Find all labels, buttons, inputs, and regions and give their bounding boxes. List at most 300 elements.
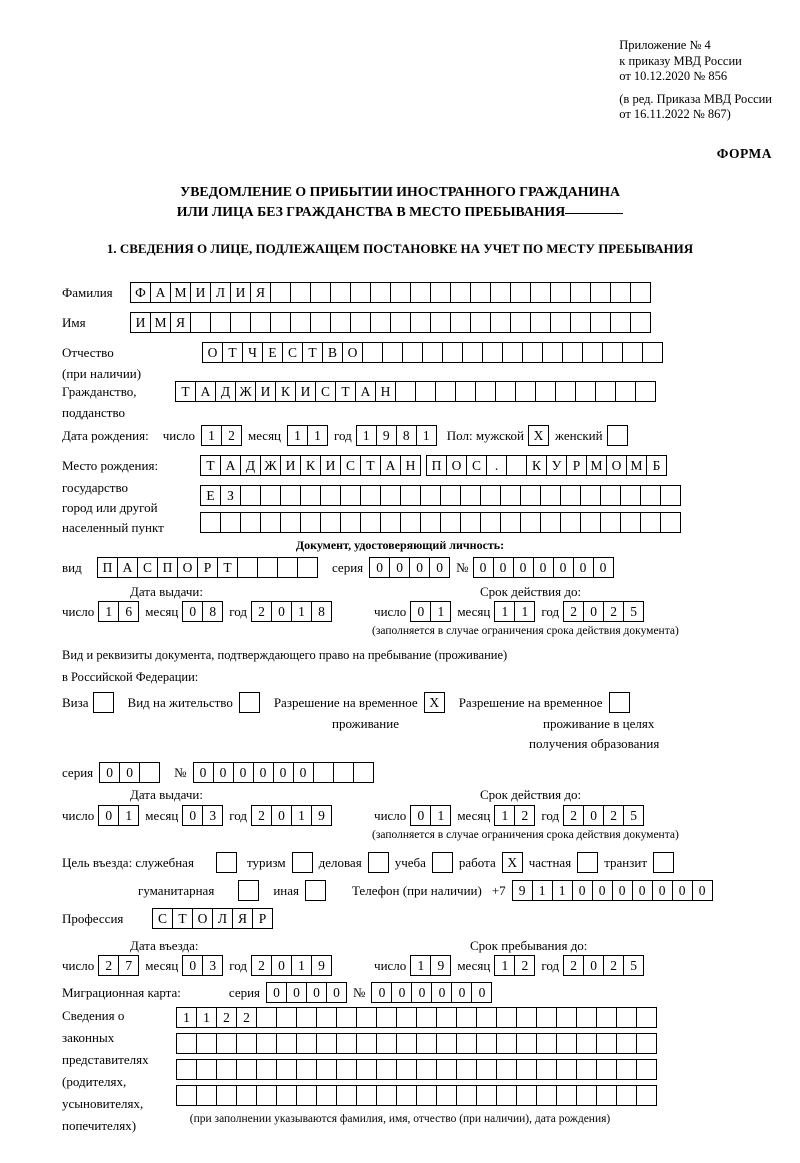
char-box[interactable] [496,1085,517,1106]
legal-rep-input-3[interactable] [176,1059,657,1080]
char-box[interactable] [660,485,681,506]
edu-residence-checkbox[interactable] [609,692,630,713]
char-box[interactable] [276,1085,297,1106]
char-box[interactable]: 0 [471,982,492,1003]
char-box[interactable] [276,1007,297,1028]
char-box[interactable]: Р [197,557,218,578]
char-box[interactable]: П [97,557,118,578]
char-box[interactable] [600,512,621,533]
char-box[interactable]: 0 [271,805,292,826]
char-box[interactable] [353,762,374,783]
char-box[interactable]: И [190,282,211,303]
char-box[interactable] [410,282,431,303]
char-box[interactable]: С [340,455,361,476]
char-box[interactable] [316,1059,337,1080]
char-box[interactable] [635,381,656,402]
doc-valid-day-input[interactable] [410,601,451,622]
char-box[interactable]: 0 [182,805,203,826]
char-box[interactable]: . [486,455,507,476]
char-box[interactable]: 1 [494,601,515,622]
char-box[interactable]: Ч [242,342,263,363]
doc-kind-input[interactable] [97,557,318,578]
char-box[interactable]: 9 [311,955,332,976]
sex-male-checkbox[interactable] [528,425,549,446]
char-box[interactable] [576,1059,597,1080]
purpose-private-checkbox[interactable] [577,852,598,873]
char-box[interactable] [316,1033,337,1054]
char-box[interactable] [300,485,321,506]
char-box[interactable] [376,1007,397,1028]
char-box[interactable] [456,1059,477,1080]
char-box[interactable] [630,312,651,333]
char-box[interactable] [236,1085,257,1106]
legal-rep-input-4[interactable] [176,1085,657,1106]
char-box[interactable] [515,381,536,402]
char-box[interactable]: 2 [236,1007,257,1028]
char-box[interactable] [276,1059,297,1080]
char-box[interactable] [460,512,481,533]
char-box[interactable] [256,1007,277,1028]
char-box[interactable]: Я [170,312,191,333]
char-box[interactable]: М [626,455,647,476]
purpose-transit-checkbox[interactable] [653,852,674,873]
char-box[interactable]: И [295,381,316,402]
mig-series-input[interactable] [266,982,347,1003]
char-box[interactable] [550,312,571,333]
char-box[interactable]: 0 [391,982,412,1003]
char-box[interactable]: Б [646,455,667,476]
char-box[interactable]: И [230,282,251,303]
char-box[interactable] [636,1059,657,1080]
char-box[interactable]: С [466,455,487,476]
char-box[interactable] [256,1033,277,1054]
char-box[interactable] [196,1033,217,1054]
char-box[interactable] [536,1059,557,1080]
char-box[interactable] [590,282,611,303]
stay-day-input[interactable] [410,955,451,976]
char-box[interactable]: 2 [251,601,272,622]
char-box[interactable] [596,1007,617,1028]
char-box[interactable] [455,381,476,402]
char-box[interactable]: З [220,485,241,506]
char-box[interactable] [482,342,503,363]
char-box[interactable]: 5 [623,955,644,976]
char-box[interactable]: Р [566,455,587,476]
char-box[interactable]: 8 [311,601,332,622]
char-box[interactable] [577,852,598,873]
char-box[interactable] [430,312,451,333]
char-box[interactable]: 1 [291,955,312,976]
permit-valid-year-input[interactable] [563,805,644,826]
char-box[interactable] [496,1033,517,1054]
doc-valid-month-input[interactable] [494,601,535,622]
char-box[interactable] [510,282,531,303]
char-box[interactable]: 0 [99,762,120,783]
char-box[interactable] [340,485,361,506]
char-box[interactable]: Т [175,381,196,402]
char-box[interactable] [660,512,681,533]
char-box[interactable]: 0 [593,557,614,578]
char-box[interactable] [296,1059,317,1080]
char-box[interactable] [500,485,521,506]
char-box[interactable] [462,342,483,363]
char-box[interactable] [416,1007,437,1028]
char-box[interactable]: М [170,282,191,303]
char-box[interactable] [560,485,581,506]
char-box[interactable]: 0 [632,880,653,901]
doc-valid-year-input[interactable] [563,601,644,622]
char-box[interactable] [600,485,621,506]
char-box[interactable] [416,1059,437,1080]
char-box[interactable] [450,312,471,333]
char-box[interactable]: 0 [98,805,119,826]
char-box[interactable] [540,485,561,506]
char-box[interactable]: 2 [603,805,624,826]
birth-city-input-3[interactable] [200,512,681,533]
birth-month-input[interactable] [287,425,328,446]
char-box[interactable]: С [282,342,303,363]
char-box[interactable] [296,1007,317,1028]
char-box[interactable]: Ж [260,455,281,476]
char-box[interactable]: 0 [410,805,431,826]
char-box[interactable] [176,1085,197,1106]
char-box[interactable]: О [606,455,627,476]
char-box[interactable] [580,485,601,506]
char-box[interactable] [636,1007,657,1028]
char-box[interactable]: 1 [291,601,312,622]
char-box[interactable] [230,312,251,333]
permit-issue-month-input[interactable] [182,805,223,826]
char-box[interactable]: М [150,312,171,333]
char-box[interactable] [596,1059,617,1080]
char-box[interactable] [516,1085,537,1106]
char-box[interactable] [257,557,278,578]
char-box[interactable] [436,1033,457,1054]
char-box[interactable]: Т [200,455,221,476]
char-box[interactable]: 8 [202,601,223,622]
legal-rep-input-1[interactable] [176,1007,657,1028]
char-box[interactable] [596,1033,617,1054]
doc-issue-day-input[interactable] [98,601,139,622]
char-box[interactable] [296,1033,317,1054]
char-box[interactable]: У [546,455,567,476]
char-box[interactable]: О [192,908,213,929]
char-box[interactable]: 2 [98,955,119,976]
char-box[interactable]: 2 [563,955,584,976]
char-box[interactable] [480,512,501,533]
char-box[interactable] [368,852,389,873]
char-box[interactable] [610,282,631,303]
char-box[interactable]: О [446,455,467,476]
char-box[interactable] [216,1033,237,1054]
purpose-study-checkbox[interactable] [432,852,453,873]
char-box[interactable]: А [117,557,138,578]
char-box[interactable] [422,342,443,363]
entry-year-input[interactable] [251,955,332,976]
char-box[interactable]: Т [217,557,238,578]
char-box[interactable]: А [150,282,171,303]
char-box[interactable]: 1 [307,425,328,446]
char-box[interactable]: П [426,455,447,476]
char-box[interactable] [456,1007,477,1028]
char-box[interactable]: 0 [271,601,292,622]
char-box[interactable] [239,692,260,713]
mig-number-input[interactable] [371,982,492,1003]
char-box[interactable]: 1 [494,955,515,976]
char-box[interactable] [642,342,663,363]
doc-issue-month-input[interactable] [182,601,223,622]
doc-issue-year-input[interactable] [251,601,332,622]
char-box[interactable] [236,1059,257,1080]
char-box[interactable] [520,512,541,533]
char-box[interactable]: 1 [118,805,139,826]
char-box[interactable] [653,852,674,873]
char-box[interactable]: Я [250,282,271,303]
permit-valid-day-input[interactable] [410,805,451,826]
char-box[interactable]: 1 [201,425,222,446]
char-box[interactable] [216,1059,237,1080]
char-box[interactable]: М [586,455,607,476]
char-box[interactable] [350,282,371,303]
char-box[interactable]: 1 [494,805,515,826]
char-box[interactable] [250,312,271,333]
char-box[interactable] [396,1033,417,1054]
char-box[interactable]: 0 [369,557,390,578]
char-box[interactable] [495,381,516,402]
char-box[interactable] [376,1033,397,1054]
char-box[interactable]: 0 [573,557,594,578]
char-box[interactable]: 0 [553,557,574,578]
char-box[interactable] [636,1033,657,1054]
char-box[interactable] [320,485,341,506]
char-box[interactable] [502,342,523,363]
char-box[interactable] [562,342,583,363]
char-box[interactable]: 1 [291,805,312,826]
char-box[interactable] [216,852,237,873]
char-box[interactable] [139,762,160,783]
char-box[interactable] [402,342,423,363]
char-box[interactable]: И [320,455,341,476]
char-box[interactable]: И [255,381,276,402]
char-box[interactable] [607,425,628,446]
char-box[interactable] [476,1033,497,1054]
char-box[interactable]: Т [335,381,356,402]
char-box[interactable]: Ф [130,282,151,303]
char-box[interactable] [400,512,421,533]
char-box[interactable] [520,485,541,506]
char-box[interactable]: 0 [493,557,514,578]
char-box[interactable] [530,282,551,303]
purpose-work-checkbox[interactable] [502,852,523,873]
char-box[interactable]: 1 [430,601,451,622]
char-box[interactable]: 2 [251,805,272,826]
char-box[interactable] [620,485,641,506]
char-box[interactable] [336,1007,357,1028]
char-box[interactable] [316,1085,337,1106]
char-box[interactable] [360,485,381,506]
char-box[interactable] [602,342,623,363]
char-box[interactable] [556,1007,577,1028]
char-box[interactable] [336,1085,357,1106]
char-box[interactable] [516,1033,537,1054]
char-box[interactable] [576,1033,597,1054]
char-box[interactable] [220,512,241,533]
char-box[interactable]: 0 [612,880,633,901]
char-box[interactable] [316,1007,337,1028]
char-box[interactable] [470,312,491,333]
char-box[interactable]: 8 [396,425,417,446]
char-box[interactable]: 1 [532,880,553,901]
char-box[interactable] [356,1059,377,1080]
char-box[interactable]: 0 [119,762,140,783]
char-box[interactable]: 2 [563,601,584,622]
char-box[interactable] [380,512,401,533]
char-box[interactable] [380,485,401,506]
char-box[interactable] [396,1059,417,1080]
char-box[interactable]: 1 [430,805,451,826]
char-box[interactable]: 0 [306,982,327,1003]
char-box[interactable]: 1 [552,880,573,901]
char-box[interactable] [450,282,471,303]
char-box[interactable]: 9 [430,955,451,976]
char-box[interactable]: Т [222,342,243,363]
char-box[interactable]: 0 [182,601,203,622]
char-box[interactable] [556,1085,577,1106]
char-box[interactable] [615,381,636,402]
char-box[interactable] [196,1059,217,1080]
char-box[interactable]: 0 [266,982,287,1003]
char-box[interactable]: 0 [572,880,593,901]
char-box[interactable]: 0 [326,982,347,1003]
permit-number-input[interactable] [193,762,374,783]
char-box[interactable]: 0 [411,982,432,1003]
char-box[interactable] [610,312,631,333]
char-box[interactable] [376,1085,397,1106]
char-box[interactable] [522,342,543,363]
char-box[interactable]: 2 [603,955,624,976]
char-box[interactable] [556,1059,577,1080]
purpose-tourism-checkbox[interactable] [292,852,313,873]
char-box[interactable] [590,312,611,333]
char-box[interactable] [240,485,261,506]
char-box[interactable] [556,1033,577,1054]
char-box[interactable]: 0 [293,762,314,783]
char-box[interactable] [582,342,603,363]
char-box[interactable] [576,1085,597,1106]
char-box[interactable] [616,1085,637,1106]
stay-year-input[interactable] [563,955,644,976]
char-box[interactable]: К [275,381,296,402]
char-box[interactable] [240,512,261,533]
char-box[interactable]: Н [375,381,396,402]
char-box[interactable]: А [220,455,241,476]
char-box[interactable]: 2 [514,955,535,976]
char-box[interactable]: 0 [389,557,410,578]
char-box[interactable] [500,512,521,533]
char-box[interactable] [575,381,596,402]
char-box[interactable] [320,512,341,533]
char-box[interactable] [415,381,436,402]
legal-rep-input-2[interactable] [176,1033,657,1054]
patronymic-input[interactable] [202,342,663,363]
char-box[interactable]: Д [240,455,261,476]
char-box[interactable] [496,1059,517,1080]
char-box[interactable] [540,512,561,533]
char-box[interactable]: Р [252,908,273,929]
char-box[interactable] [476,1085,497,1106]
char-box[interactable] [296,1085,317,1106]
char-box[interactable] [435,381,456,402]
char-box[interactable] [430,282,451,303]
char-box[interactable]: В [322,342,343,363]
char-box[interactable] [420,485,441,506]
char-box[interactable] [570,282,591,303]
char-box[interactable]: 0 [233,762,254,783]
char-box[interactable]: 0 [410,601,431,622]
char-box[interactable] [360,512,381,533]
char-box[interactable]: 2 [563,805,584,826]
char-box[interactable] [535,381,556,402]
char-box[interactable]: 0 [409,557,430,578]
char-box[interactable]: 0 [583,601,604,622]
char-box[interactable] [336,1059,357,1080]
char-box[interactable] [297,557,318,578]
char-box[interactable]: 0 [431,982,452,1003]
char-box[interactable]: 2 [514,805,535,826]
permit-series-input[interactable] [99,762,160,783]
char-box[interactable] [410,312,431,333]
char-box[interactable] [300,512,321,533]
char-box[interactable] [356,1007,377,1028]
char-box[interactable]: О [202,342,223,363]
char-box[interactable] [176,1033,197,1054]
char-box[interactable]: И [130,312,151,333]
char-box[interactable] [310,312,331,333]
char-box[interactable] [313,762,334,783]
char-box[interactable] [292,852,313,873]
char-box[interactable] [516,1007,537,1028]
char-box[interactable] [356,1033,377,1054]
char-box[interactable] [550,282,571,303]
birth-year-input[interactable] [356,425,437,446]
char-box[interactable] [576,1007,597,1028]
purpose-other-checkbox[interactable] [305,880,326,901]
purpose-humanitarian-checkbox[interactable] [238,880,259,901]
char-box[interactable] [630,282,651,303]
char-box[interactable] [216,1085,237,1106]
phone-input[interactable] [512,880,713,901]
char-box[interactable] [456,1085,477,1106]
char-box[interactable] [270,282,291,303]
char-box[interactable] [290,312,311,333]
char-box[interactable] [440,485,461,506]
char-box[interactable] [436,1007,457,1028]
citizenship-input[interactable] [175,381,656,402]
char-box[interactable] [622,342,643,363]
char-box[interactable]: X [424,692,445,713]
char-box[interactable]: К [526,455,547,476]
char-box[interactable] [416,1085,437,1106]
residence-checkbox[interactable] [239,692,260,713]
char-box[interactable]: 0 [273,762,294,783]
char-box[interactable]: 0 [692,880,713,901]
char-box[interactable] [432,852,453,873]
char-box[interactable] [280,512,301,533]
char-box[interactable]: 7 [118,955,139,976]
permit-valid-month-input[interactable] [494,805,535,826]
char-box[interactable] [390,312,411,333]
char-box[interactable] [356,1085,377,1106]
